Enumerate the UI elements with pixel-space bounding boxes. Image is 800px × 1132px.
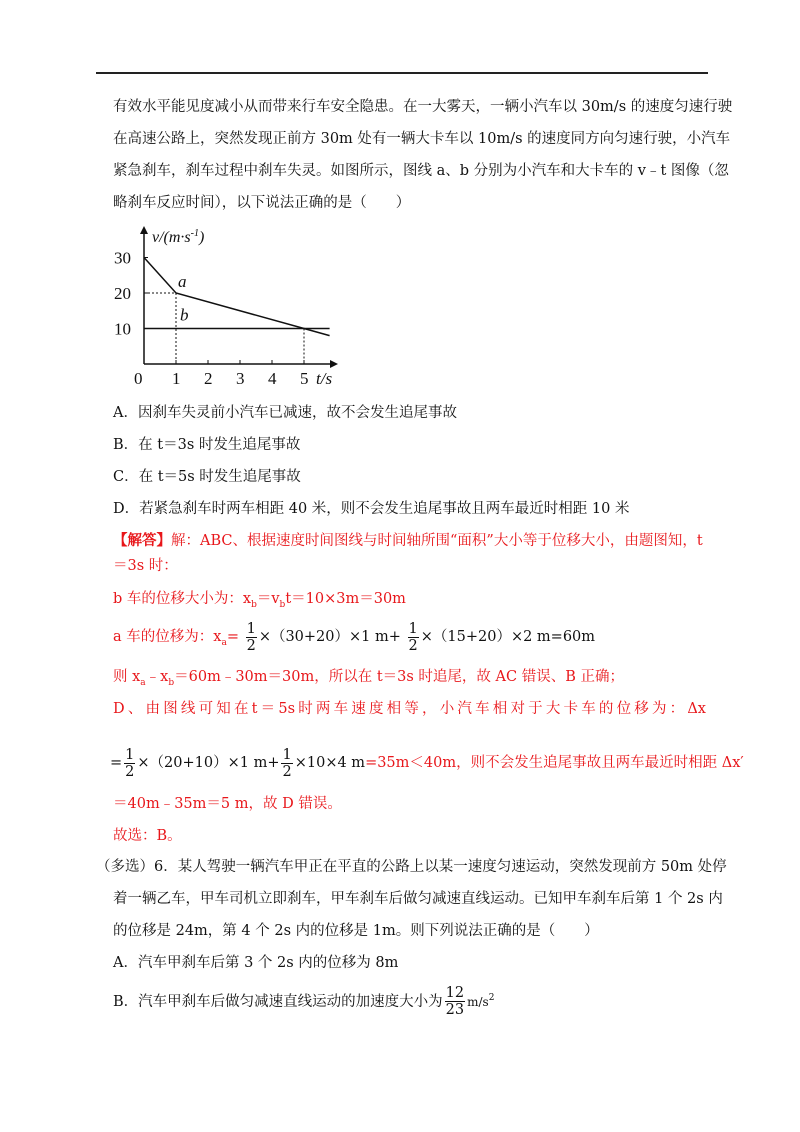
- q6-option-a: A．汽车甲刹车后第 3 个 2s 内的位移为 8m: [113, 955, 399, 971]
- q5-option-a: A．因刹车失灵前小汽车已减速，故不会发生追尾事故: [113, 405, 457, 421]
- d-line-part: Δx: [687, 701, 706, 717]
- x-axis-arrow: [330, 360, 338, 368]
- d-line-part: 大: [545, 701, 561, 717]
- d-line-part: 可: [198, 701, 214, 717]
- x-tick-label: 0: [134, 369, 143, 388]
- d-line-part: ，: [422, 701, 437, 717]
- d-line-part: D: [113, 701, 125, 717]
- d-line-part: 对: [510, 701, 525, 717]
- x-tick-label: 1: [172, 369, 181, 388]
- d-line-part: 度: [368, 701, 384, 717]
- d-line-part: 、: [127, 701, 143, 717]
- q5-line-1: 有效水平能见度减小从而带来行车安全隐患。在一大雾天，一辆小汽车以 30m/s 的速度匀速行驶: [113, 99, 733, 115]
- diff-line: 则 $x_a﹣x_b=60m﹣30m=30m$，所以在 t＝3s 时追尾，故 AC 错误、B 正确；: [113, 669, 624, 688]
- y-tick-label: 10: [114, 319, 131, 339]
- y-axis-arrow: [140, 226, 148, 234]
- d-line-part: 两: [315, 701, 331, 717]
- d-line-part: 等: [404, 701, 419, 717]
- d-line-part: 知: [216, 701, 231, 717]
- d-line-part: 为: [651, 701, 667, 717]
- q5-line-3: 紧急刹车，刹车过程中刹车失灵。如图所示，图线 a、b 分别为小汽车和大卡车的 v﹣t 图像（忽: [113, 163, 729, 179]
- label-b: b: [180, 305, 189, 325]
- d-line-part: 时: [298, 701, 313, 717]
- fraction-half-1: $\frac{1}{2}$: [246, 620, 256, 654]
- d-line-part: 速: [351, 701, 366, 717]
- fraction-half-4: $\frac{1}{2}$: [282, 746, 292, 780]
- q5-option-d: D．若紧急刹车时两车相距 40 米，则不会发生追尾事故且两车最近时相距 10 米: [113, 501, 630, 517]
- y-tick-label: 20: [114, 284, 131, 303]
- d-line-part: 位: [616, 701, 632, 717]
- q5-line-2: 在高速公路上，突然发现正前方 30m 处有一辆大卡车以 10m/s 的速度同方向匀速行驶，小汽车: [113, 131, 731, 147]
- fraction-12-23: $\frac{12}{23}$: [445, 985, 465, 1019]
- q5-line-4: 略刹车反应时间），以下说法正确的是（ ）: [113, 195, 411, 211]
- q6-line-3: 的位移是 24m，第 4 个 2s 内的位移是 1m。则下列说法正确的是（ ）: [113, 923, 599, 939]
- series-line-a: [144, 258, 330, 336]
- x-tick-label: 4: [268, 369, 277, 388]
- d-line-part: 汽: [457, 701, 472, 717]
- q6-line-2: 着一辆乙车，甲车司机立即刹车，甲车刹车后做匀减速直线运动。已知甲车刹车后第 1 个 2s 内: [113, 891, 723, 907]
- a-displacement: a 车的位移为：$x_a=$ $\frac{1}{2}$ ×（30+20）×1 m+ $\frac{1}{2}$ ×（15+20）×2 m=60m: [113, 620, 596, 654]
- d-line-part: 移: [634, 701, 649, 717]
- d-line-part: 于: [528, 701, 543, 717]
- d-line-part: 的: [598, 701, 614, 717]
- d-line: [113, 699, 706, 719]
- d-last: ＝40m﹣35m＝5 m，故 D 错误。: [113, 796, 342, 812]
- b-displacement: b 车的位移大小为：$x_b=v_bt=10\times 3m=30m$: [113, 591, 406, 610]
- y-tick-label: 30: [114, 248, 131, 268]
- x-axis-label: t/s: [316, 369, 333, 388]
- d-line-part: 5s: [278, 701, 296, 717]
- d-line-part: ：: [669, 701, 685, 717]
- label-a: a: [178, 272, 187, 291]
- q5-option-c: C．在 t＝5s 时发生追尾事故: [113, 469, 301, 485]
- d-line-part: 卡: [563, 701, 579, 717]
- header-rule: [96, 72, 708, 74]
- d-line-part: ＝: [260, 701, 276, 717]
- d-line-part: 相: [492, 701, 508, 717]
- d-line-part: 图: [163, 701, 178, 717]
- d-line-part: 相: [386, 701, 402, 717]
- x-tick-label: 3: [236, 369, 245, 388]
- x-tick-label: 5: [300, 369, 309, 388]
- q6-option-b: B．汽车甲刹车后做匀减速直线运动的加速度大小为 $\frac{12}{23}$ $m/s^2$: [113, 985, 495, 1019]
- d-line-part: 车: [333, 701, 349, 717]
- y-axis-label: $v/(m\cdot s^{-1})$: [152, 228, 205, 246]
- answer-intro: 【解答】解：ABC、根据速度时间图线与时间轴所围“面积”大小等于位移大小，由题图知，t: [113, 532, 703, 549]
- fraction-half-2: $\frac{1}{2}$: [408, 620, 418, 654]
- d-line-part: 线: [180, 701, 196, 717]
- d-line-part: 由: [145, 701, 161, 717]
- d-line-part: 车: [475, 701, 490, 717]
- q6-line-1: （多选）6．某人驾驶一辆汽车甲正在平直的公路上以某一速度匀速运动，突然发现前方 50m 处停: [96, 859, 727, 875]
- d-line-part: 小: [439, 701, 455, 717]
- d-line-part: 在: [233, 701, 249, 717]
- answer-header: 【解答】: [113, 532, 171, 549]
- q5-option-b: B．在 t＝3s 时发生追尾事故: [113, 437, 301, 453]
- answer-choice: 故选：B。: [113, 828, 182, 844]
- d-line-part: 车: [581, 701, 596, 717]
- d-line-part: t: [251, 701, 258, 717]
- d-equation: = $\frac{1}{2}$ ×（20+10）×1 m+ $\frac{1}{2}$ ×10×4 m=35m＜40m，则不会发生追尾事故且两车最近时相距 Δx′: [110, 746, 744, 780]
- x-tick-label: 2: [204, 369, 213, 388]
- fraction-half-3: $\frac{1}{2}$: [125, 746, 135, 780]
- answer-intro-2: ＝3s 时：: [113, 558, 178, 574]
- vt-graph: [110, 222, 350, 392]
